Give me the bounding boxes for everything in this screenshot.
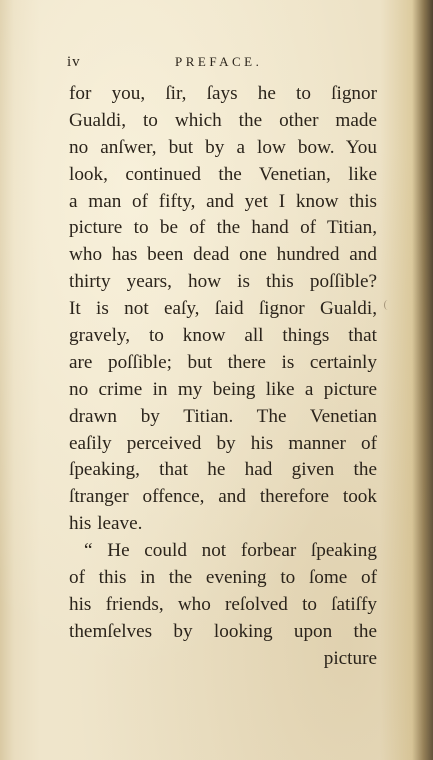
paragraph-start-line: “ He could not forbear ſpeaking <box>84 540 377 562</box>
text-line: for you, ſir, ſays he to ſignor <box>69 83 377 104</box>
text-line: themſelves by looking upon the <box>69 620 377 642</box>
text-line: Gualdi, to which the other made <box>69 109 377 131</box>
body-text <box>69 81 377 673</box>
text-line: are poſſible; but there is certainly <box>69 351 377 373</box>
text-line: his friends, who reſolved to ſatiſfy <box>69 593 377 615</box>
text-line: who has been dead one hundred and <box>69 244 377 266</box>
text-line: drawn by Titian. The Venetian <box>69 405 377 427</box>
text-line: a man of fifty, and yet I know this <box>69 190 377 212</box>
text-line: picture to be of the hand of Titian, <box>69 217 377 239</box>
text-line: eaſily perceived by his manner of <box>69 432 377 454</box>
page-header <box>67 54 367 74</box>
text-line: look, continued the Venetian, like <box>69 163 377 185</box>
text-line: no anſwer, but by a low bow. You <box>69 136 377 158</box>
text-line: thirty years, how is this poſſible? <box>69 271 377 293</box>
text-line: no crime in my being like a picture <box>69 378 377 400</box>
running-head: PREFACE. <box>175 54 263 69</box>
text-line: It is not eaſy, ſaid ſignor Gualdi, <box>69 298 377 320</box>
catchword: picture <box>323 647 377 669</box>
text-line: his leave. <box>69 513 143 535</box>
text-line: ſtranger offence, and therefore took <box>69 486 377 508</box>
text-line: ſpeaking, that he had given the <box>69 459 377 481</box>
text-line: of this in the evening to ſome of <box>69 567 377 589</box>
page-number: iv <box>67 54 81 70</box>
ink-mark <box>384 300 391 310</box>
text-line: gravely, to know all things that <box>69 325 377 347</box>
